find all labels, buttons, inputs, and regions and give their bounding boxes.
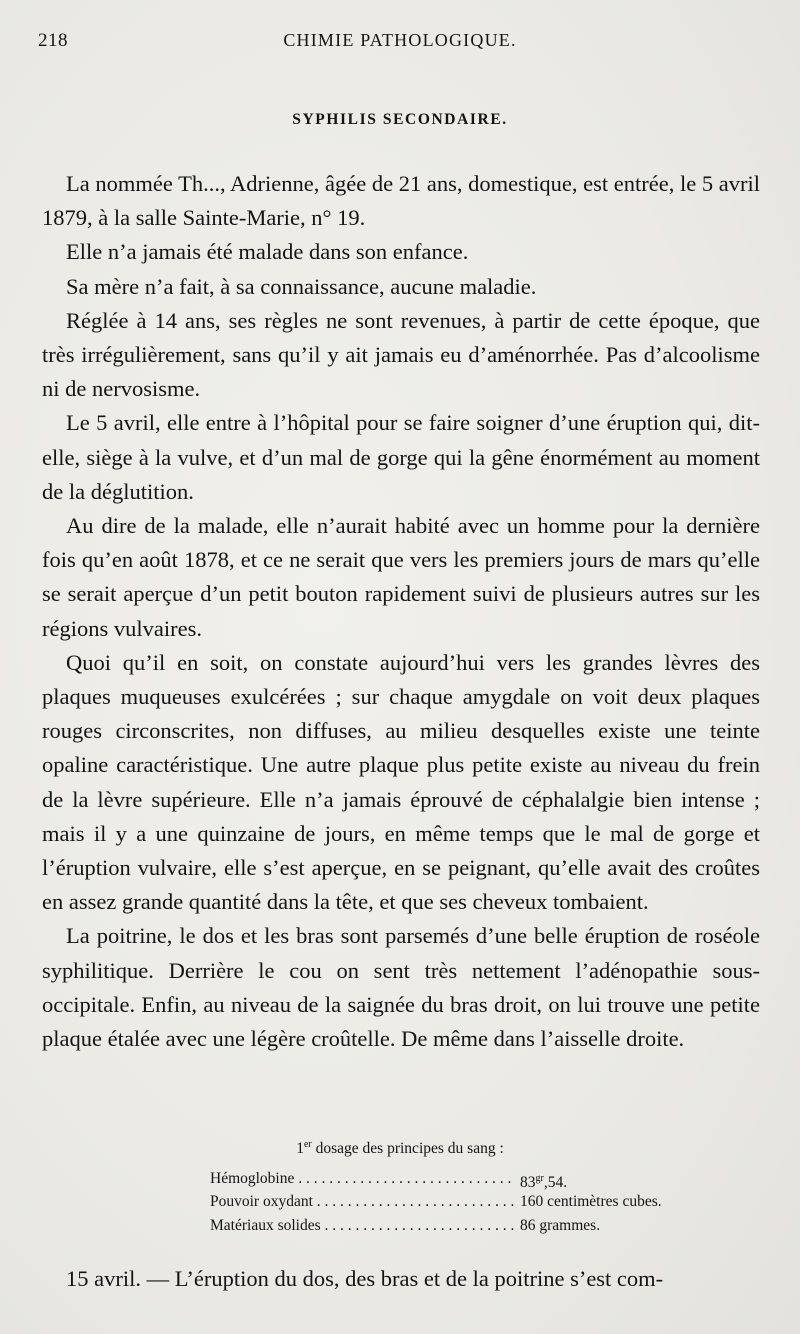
page-number: 218 <box>38 30 68 51</box>
table-title-number: 1 <box>296 1140 304 1157</box>
paragraph: Au dire de la malade, elle n’aurait habité avec un homme pour la dernière fois qu’en août 1878, et ce ne serait que vers les premiers jours de mars qu’elle se serait aperçue d’un petit bouton rapidement suivi de plusieurs autres sur les régions vulvaires. <box>42 513 760 641</box>
row-value <box>520 1214 600 1238</box>
row-label-text: Hémoglobine <box>210 1169 295 1187</box>
row-unit-text: ,54. <box>543 1173 568 1191</box>
table-title <box>0 1133 800 1161</box>
row-label <box>210 1167 515 1191</box>
paragraph: Sa mère n’a fait, à sa connaissance, aucune maladie. <box>66 273 537 299</box>
paragraph: Elle n’a jamais été malade dans son enfance. <box>66 239 469 265</box>
running-title: CHIMIE PATHOLOGIQUE. <box>283 30 517 50</box>
table-row <box>0 1167 800 1191</box>
row-value-text: 86 grammes. <box>520 1216 601 1234</box>
body-text <box>42 167 760 1056</box>
row-value-text: 83 <box>520 1173 536 1191</box>
table-row <box>0 1190 800 1214</box>
table-title-superscript: er <box>303 1139 312 1150</box>
paragraph: Réglée à 14 ans, ses règles ne sont revenues, à partir de cette époque, que très irrégulièrement, sans qu’il y ait jamais eu d’aménorrhée. Pas d’alcoolisme ni de nervosisme. <box>42 307 760 402</box>
paragraph: La poitrine, le dos et les bras sont parsemés d’une belle éruption de roséole syphilitique. Derrière le cou on sent très nettement l’adénopathie sous-occipitale. Enfin, au niveau de la saignée du bras droit, on lui trouve une petite plaque étalée avec une légère croûtelle. De même dans l’aisselle droite. <box>42 923 760 1052</box>
row-value <box>520 1190 662 1214</box>
row-label <box>210 1190 515 1214</box>
running-head <box>38 30 762 60</box>
row-label-text: Pouvoir oxydant <box>210 1193 313 1210</box>
table-title-text: dosage des principes du sang : <box>311 1140 504 1157</box>
paragraph: Le 5 avril, elle entre à l’hôpital pour se faire soigner d’une éruption qui, dit-elle, siège à la vulve, et d’un mal de gorge qui la gêne énormément au moment de la déglutition. <box>42 410 760 504</box>
continuation-line: 15 avril. — L’éruption du dos, des bras et de la poitrine s’est com- <box>66 1266 664 1291</box>
row-label <box>210 1214 515 1238</box>
paragraph: Quoi qu’il en soit, on constate aujourd’hui vers les grandes lèvres des plaques muqueuses exulcérées ; sur chaque amygdale on voit deux plaques rouges circonscrites, non diffuses, au milieu desquelles existe une teinte opaline caractéristique. Une autre plaque plus petite existe au niveau du frein de la lèvre supérieure. Elle n’a jamais éprouvé de céphalalgie bien intense ; mais il y a une quinzaine de jours, en même temps que le mal de gorge et l’éruption vulvaire, elle s’est aperçue, en se peignant, qu’elle avait des croûtes en assez grande quantité dans la tête, et que ses cheveux tombaient. <box>42 649 760 915</box>
row-unit-superscript: gr <box>535 1172 544 1184</box>
table-row <box>0 1214 800 1238</box>
blood-dosage-table <box>0 1133 800 1237</box>
row-label-text: Matériaux solides <box>210 1216 321 1234</box>
paragraph: La nommée Th..., Adrienne, âgée de 21 ans, domestique, est entrée, le 5 avril 1879, à la salle Sainte-Marie, n° 19. <box>42 171 760 231</box>
section-title: SYPHILIS SECONDAIRE. <box>292 111 508 128</box>
row-value-text: 160 centimètres cubes. <box>520 1193 662 1210</box>
